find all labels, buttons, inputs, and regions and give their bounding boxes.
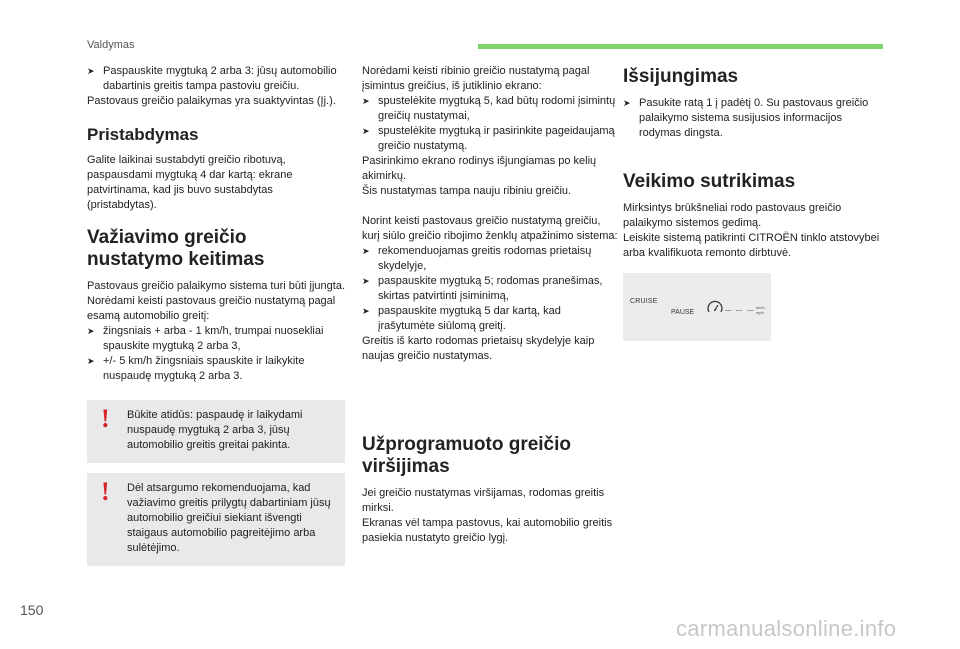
arrow-bullet-icon: ➤ [623, 98, 631, 108]
paragraph: Ekranas vėl tampa pastovus, kai automobilio greitis pasiekia nustatyto greičio lygį. [362, 517, 613, 544]
bullet-text: Paspauskite mygtuką 2 arba 3: jūsų automobilio dabartinis greitis tampa pastoviu greičiu. [103, 65, 337, 92]
display-cruise-label: CRUISE [630, 298, 658, 305]
heading-line: Važiavimo greičio [87, 227, 247, 248]
status-text: Pastovaus greičio palaikymas yra suaktyvintas (Įj.). [87, 95, 336, 107]
paragraph: Norėdami keisti pastovaus greičio nustatymą pagal esamą automobilio greitį: [87, 295, 336, 322]
exclamation-icon: ! [101, 404, 110, 433]
section-label: Valdymas [87, 39, 135, 51]
bullet-text: paspauskite mygtuką 5 dar kartą, kad įrašytumėte siūlomą greitį. [378, 305, 561, 332]
exclamation-icon: ! [101, 477, 110, 506]
paragraph: Pastovaus greičio palaikymo sistema turi būti įjungta. [87, 280, 346, 292]
list-item [87, 324, 345, 354]
heading-line: viršijimas [362, 456, 450, 477]
bullet-text: žingsniais + arba - 1 km/h, trumpai nuosekliai spauskite mygtuką 2 arba 3, [103, 325, 324, 352]
brake-text: Galite laikinai sustabdyti greičio ribotuvą, paspausdami mygtuką 4 dar kartą: ekrane patvirtinama, kad jis buvo sustabdytas (pristabdytas). [87, 154, 293, 211]
column-left [87, 64, 345, 566]
heading-modify [87, 227, 345, 271]
list-item [623, 96, 881, 141]
list-item [362, 244, 620, 274]
column-middle [362, 64, 620, 546]
warning-box [87, 473, 345, 566]
section-accent-bar [478, 44, 883, 49]
arrow-bullet-icon: ➤ [362, 246, 370, 256]
arrow-bullet-icon: ➤ [362, 96, 370, 106]
display-unit: km/h mph [756, 305, 765, 315]
list-item [87, 64, 345, 94]
bullet-text: spustelėkite mygtuką ir pasirinkite pageidaujamą greičio nustatymą. [378, 125, 615, 152]
warning-text: Būkite atidūs: paspaudę ir laikydami nuspaudę mygtuką 2 arba 3, jūsų automobilio greitis greitai pakinta. [127, 409, 303, 451]
heading-off: Išsijungimas [623, 66, 739, 87]
watermark: carmanualsonline.info [676, 616, 897, 641]
bullet-text: Pasukite ratą 1 į padėtį 0. Su pastovaus greičio palaikymo sistema susijusios informacijos rodymas dingsta. [639, 97, 869, 139]
heading-line: nustatymo keitimas [87, 249, 265, 270]
arrow-bullet-icon: ➤ [87, 326, 95, 336]
list-item [87, 354, 345, 384]
heading-overspeed [362, 434, 620, 478]
list-item [362, 274, 620, 304]
paragraph: Šis nustatymas tampa nauju ribiniu greičiu. [362, 185, 572, 197]
arrow-bullet-icon: ➤ [87, 66, 95, 76]
arrow-bullet-icon: ➤ [87, 356, 95, 366]
list-item [362, 124, 620, 154]
heading-line: Užprogramuoto greičio [362, 434, 572, 455]
page-number: 150 [20, 602, 44, 618]
warning-box [87, 400, 345, 463]
column-right [623, 66, 881, 341]
warning-text: Dėl atsargumo rekomenduojama, kad važiavimo greitis prilygtų dabartiniam jūsų automobilio greičiui siekiant išvengti staigaus automobilio pagreitėjimo arba sulėtėjimo. [127, 482, 331, 554]
heading-brake: Pristabdymas [87, 125, 199, 144]
list-item [362, 94, 620, 124]
paragraph: Leiskite sistemą patikrinti CITROËN tinklo atstovybei arba kvalifikuota remonto dirbtuvė. [623, 232, 880, 259]
paragraph: Norint keisti pastovaus greičio nustatymą greičiu, kurį siūlo greičio ribojimo ženklų atpažinimo sistema: [362, 215, 618, 242]
arrow-bullet-icon: ➤ [362, 276, 370, 286]
paragraph: Jei greičio nustatymas viršijamas, rodomas greitis mirksi. [362, 487, 605, 514]
paragraph: Norėdami keisti ribinio greičio nustatymą pagal įsimintus greičius, iš jutiklinio ekrano: [362, 65, 590, 92]
bullet-text: +/- 5 km/h žingsniais spauskite ir laikykite nuspaudę mygtuką 2 arba 3. [103, 355, 305, 382]
paragraph: Mirksintys brūkšneliai rodo pastovaus greičio palaikymo sistemos gedimą. [623, 202, 842, 229]
bullet-text: paspauskite mygtuką 5; rodomas pranešimas, skirtas patvirtinti įsiminimą, [378, 275, 603, 302]
cruise-display-illustration [623, 273, 771, 341]
heading-fault: Veikimo sutrikimas [623, 171, 796, 192]
paragraph: Greitis iš karto rodomas prietaisų skydelyje kaip naujas greičio nustatymas. [362, 335, 595, 362]
arrow-bullet-icon: ➤ [362, 126, 370, 136]
paragraph: Pasirinkimo ekrano rodinys išjungiamas po kelių akimirkų. [362, 155, 597, 182]
bullet-text: rekomenduojamas greitis rodomas prietaisų skydelyje, [378, 245, 592, 272]
bullet-text: spustelėkite mygtuką 5, kad būtų rodomi įsimintų greičių nustatymai, [378, 95, 616, 122]
list-item [362, 304, 620, 334]
display-pause-label: PAUSE [671, 309, 695, 316]
arrow-bullet-icon: ➤ [362, 306, 370, 316]
display-dashes: _ _ _ [725, 300, 755, 312]
